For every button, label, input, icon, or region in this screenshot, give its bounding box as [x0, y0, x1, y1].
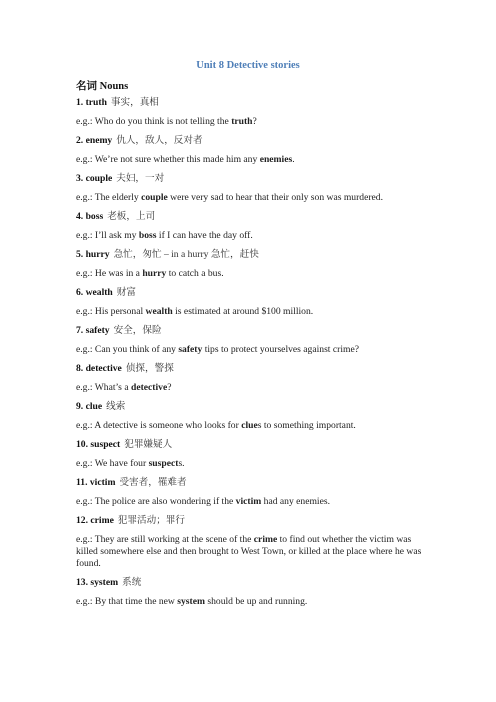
- vocab-head: [76, 477, 426, 489]
- example-keyword: hurry: [142, 268, 167, 279]
- vocab-head: [76, 211, 426, 223]
- vocab-entry: [76, 211, 426, 242]
- vocab-meaning: 安全，保险: [113, 325, 162, 336]
- vocab-number: 10.: [76, 439, 91, 450]
- vocab-head: [76, 577, 426, 589]
- vocab-head: [76, 173, 426, 185]
- vocab-meaning: 财富: [116, 287, 136, 298]
- vocab-head: [76, 439, 426, 451]
- vocab-word: victim: [89, 477, 116, 488]
- example-keyword: clue: [241, 420, 258, 431]
- example-keyword: system: [177, 596, 205, 607]
- vocab-number: 4.: [76, 211, 86, 222]
- vocab-example: e.g.: We have four suspects.: [76, 458, 185, 469]
- vocab-head: [76, 515, 426, 527]
- example-keyword: couple: [141, 192, 168, 203]
- vocab-number: 9.: [76, 401, 86, 412]
- example-keyword: wealth: [145, 306, 173, 317]
- vocab-word: hurry: [85, 249, 110, 260]
- vocab-example: e.g.: What’s a detective?: [76, 382, 172, 393]
- vocab-head: [76, 249, 426, 261]
- vocab-example: e.g.: I’ll ask my boss if I can have the day off.: [76, 230, 253, 241]
- vocab-number: 11.: [76, 477, 90, 488]
- vocabulary-list: [76, 97, 426, 615]
- vocab-example: e.g.: A detective is someone who looks for clues to something important.: [76, 420, 356, 431]
- vocab-example: e.g.: By that time the new system should be up and running.: [76, 596, 308, 607]
- vocab-example: e.g.: Can you think of any safety tips to protect yourselves against crime?: [76, 344, 359, 355]
- vocab-head: [76, 135, 426, 147]
- vocab-word: suspect: [90, 439, 121, 450]
- vocab-number: 13.: [76, 577, 91, 588]
- vocab-word: wealth: [85, 287, 113, 298]
- vocab-head: [76, 325, 426, 337]
- vocab-word: detective: [85, 363, 122, 374]
- vocab-head: [76, 97, 426, 109]
- vocab-example: e.g.: They are still working at the scene of the crime to find out whether the victim was killed somewhere else and then brought to West Town, or killed at the place where he was found.: [76, 534, 422, 569]
- vocab-example: e.g.: The police are also wondering if the victim had any enemies.: [76, 496, 330, 507]
- vocab-meaning: 仇人，敌人，反对者: [116, 135, 203, 146]
- vocab-meaning: 犯罪嫌疑人: [124, 439, 173, 450]
- example-keyword: boss: [138, 230, 157, 241]
- vocab-entry: [76, 515, 426, 570]
- example-keyword: crime: [253, 534, 278, 545]
- vocab-word: safety: [85, 325, 110, 336]
- vocab-meaning: 犯罪活动；罪行: [117, 515, 185, 526]
- vocab-word: enemy: [85, 135, 113, 146]
- vocab-example: e.g.: He was in a hurry to catch a bus.: [76, 268, 224, 279]
- vocab-number: 8.: [76, 363, 86, 374]
- vocab-entry: [76, 439, 426, 470]
- vocab-meaning: 受害者，罹难者: [119, 477, 187, 488]
- vocab-meaning: 侦探，警探: [125, 363, 174, 374]
- vocab-number: 6.: [76, 287, 86, 298]
- example-keyword: detective: [130, 382, 168, 393]
- vocab-entry: [76, 249, 426, 280]
- vocab-word: system: [90, 577, 119, 588]
- vocab-entry: [76, 97, 426, 128]
- vocab-meaning: 事实，真相: [110, 97, 159, 108]
- vocab-meaning: 系统: [122, 577, 142, 588]
- vocab-head: [76, 401, 426, 413]
- vocab-entry: [76, 325, 426, 356]
- vocab-entry: [76, 173, 426, 204]
- vocab-meaning: 夫妇，一对: [116, 173, 165, 184]
- example-keyword: enemies: [259, 154, 293, 165]
- vocab-meaning: 急忙，匆忙 – in a hurry 急忙，赶快: [113, 249, 259, 260]
- page-title: Unit 8 Detective stories: [196, 60, 300, 71]
- vocab-entry: [76, 477, 426, 508]
- vocab-word: crime: [90, 515, 114, 526]
- vocab-example: e.g.: We’re not sure whether this made him any enemies.: [76, 154, 295, 165]
- vocab-word: clue: [85, 401, 103, 412]
- vocab-entry: [76, 135, 426, 166]
- vocab-entry: [76, 363, 426, 394]
- vocab-meaning: 线索: [106, 401, 126, 412]
- vocab-number: 2.: [76, 135, 86, 146]
- example-keyword: suspect: [148, 458, 179, 469]
- vocab-example: e.g.: His personal wealth is estimated at around $100 million.: [76, 306, 314, 317]
- example-keyword: safety: [178, 344, 203, 355]
- vocab-number: 3.: [76, 173, 86, 184]
- vocab-word: truth: [85, 97, 107, 108]
- vocab-number: 1.: [76, 97, 86, 108]
- vocab-number: 5.: [76, 249, 86, 260]
- vocab-example: e.g.: Who do you think is not telling the truth?: [76, 116, 257, 127]
- vocab-entry: [76, 577, 426, 608]
- vocab-number: 7.: [76, 325, 86, 336]
- vocab-meaning: 老板，上司: [107, 211, 156, 222]
- vocab-example: e.g.: The elderly couple were very sad to hear that their only son was murdered.: [76, 192, 384, 203]
- vocab-head: [76, 287, 426, 299]
- example-keyword: victim: [235, 496, 262, 507]
- example-keyword: truth: [231, 116, 253, 127]
- vocab-word: couple: [85, 173, 113, 184]
- vocab-entry: [76, 401, 426, 432]
- section-heading: 名词 Nouns: [76, 81, 129, 92]
- vocab-word: boss: [85, 211, 104, 222]
- vocab-entry: [76, 287, 426, 318]
- vocab-number: 12.: [76, 515, 91, 526]
- vocab-head: [76, 363, 426, 375]
